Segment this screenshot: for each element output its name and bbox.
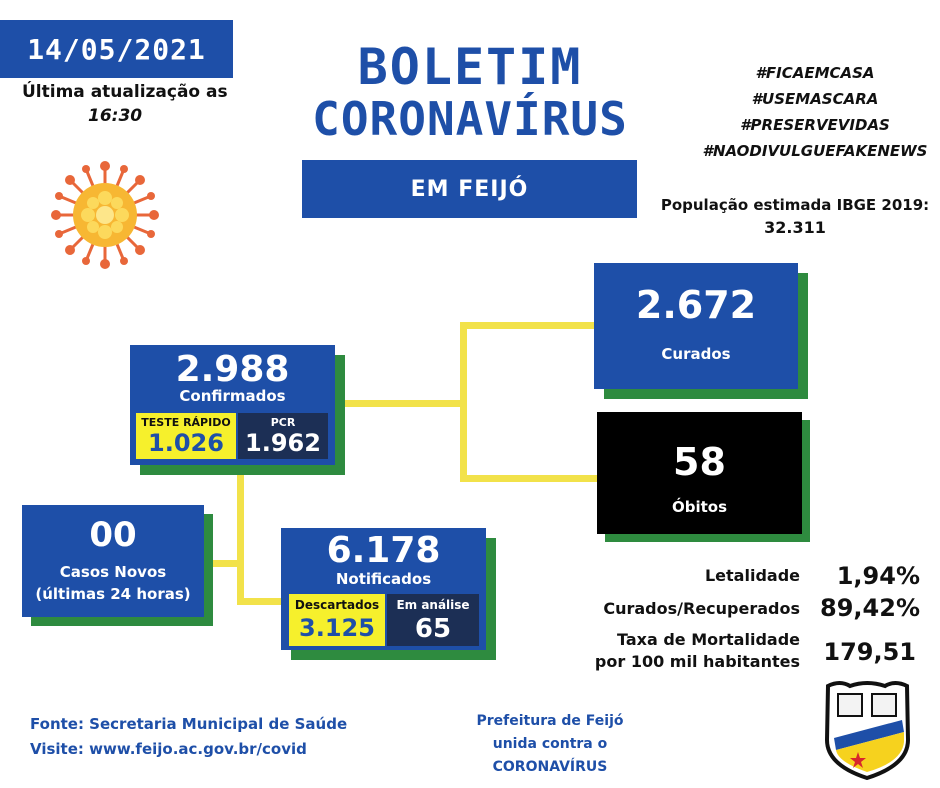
hashtag: #NAODIVULGUEFAKENEWS: [702, 142, 928, 160]
connector-line: [204, 560, 240, 567]
notified-label: Notificados: [335, 570, 432, 588]
source-text: Fonte: Secretaria Municipal de Saúde: [30, 715, 348, 733]
population-label: População estimada IBGE 2019:: [660, 196, 930, 214]
pcr-value: 1.962: [245, 429, 321, 457]
update-time: 16:30: [88, 106, 143, 126]
recovered-value: 89,42%: [820, 594, 920, 622]
connector-line: [237, 598, 283, 605]
lethality-label: Letalidade: [704, 566, 800, 585]
prefecture-line-2: unida contra o: [492, 736, 608, 752]
rapid-test-value: 1.026: [148, 429, 224, 457]
title-line-2: CORONAVÍRUS: [312, 92, 628, 146]
connector-line: [335, 400, 465, 407]
analysis-label: Em análise: [396, 598, 470, 612]
visit-link[interactable]: Visite: www.feijo.ac.gov.br/covid: [30, 740, 307, 758]
new-cases-label: Casos Novos: [59, 563, 167, 581]
confirmed-value: 2.988: [175, 349, 290, 390]
notified-card: [281, 528, 486, 650]
analysis-value: 65: [414, 614, 452, 644]
title-line-1: BOLETIM: [357, 38, 583, 96]
mortality-value: 179,51: [823, 638, 916, 666]
connector-line: [460, 475, 598, 482]
update-label: Última atualização as: [22, 82, 228, 102]
cured-label: Curados: [661, 345, 731, 363]
city-label: EM FEIJÓ: [410, 176, 529, 202]
hashtag-list: [700, 60, 930, 164]
connector-line: [460, 322, 595, 329]
mortality-label-line-1: Taxa de Mortalidade: [617, 630, 800, 649]
population-value: 32.311: [764, 218, 826, 237]
rapid-test-label: TESTE RÁPIDO: [141, 416, 231, 429]
deaths-value: 58: [673, 440, 726, 484]
crest-icon: [820, 680, 915, 780]
hashtag: #FICAEMCASA: [755, 64, 875, 82]
cured-value: 2.672: [635, 283, 757, 327]
discarded-label: Descartados: [294, 598, 380, 612]
prefecture-text: [455, 710, 645, 779]
recovered-label: Curados/Recuperados: [603, 599, 800, 618]
pcr-box: [238, 413, 328, 459]
hashtag: #PRESERVEVIDAS: [740, 116, 890, 134]
lethality-value: 1,94%: [836, 562, 920, 590]
new-cases-card: [22, 505, 204, 617]
mortality-label-line-2: por 100 mil habitantes: [594, 652, 800, 671]
date-banner: [0, 20, 233, 78]
new-cases-sub: (últimas 24 horas): [35, 585, 191, 603]
connector-line: [460, 322, 467, 482]
mortality-label: [540, 629, 800, 673]
pcr-label: PCR: [270, 416, 296, 429]
analysis-box: [387, 594, 479, 646]
new-cases-value: 00: [89, 515, 137, 555]
confirmed-label: Confirmados: [179, 387, 286, 405]
notified-value: 6.178: [326, 530, 441, 571]
deaths-label: Óbitos: [671, 498, 728, 516]
cured-card: [594, 263, 798, 389]
deaths-card: [597, 412, 802, 534]
city-banner: [302, 160, 637, 218]
prefecture-line-1: Prefeitura de Feijó: [476, 713, 624, 729]
rapid-test-box: [136, 413, 236, 459]
report-date: 14/05/2021: [27, 32, 206, 66]
hashtag: #USEMASCARA: [751, 90, 879, 108]
discarded-box: [289, 594, 385, 646]
connector-line: [237, 465, 244, 605]
confirmed-card: [130, 345, 335, 465]
prefecture-line-3: CORONAVÍRUS: [492, 759, 608, 775]
virus-icon: [50, 160, 160, 270]
discarded-value: 3.125: [299, 614, 375, 642]
